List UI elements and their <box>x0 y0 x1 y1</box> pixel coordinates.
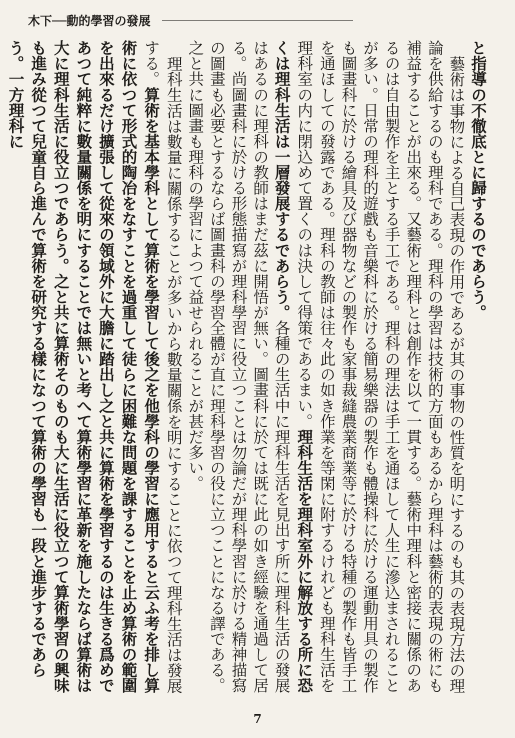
body-text: 理科生活は數量に關係することが多いから數量關係を明にすることに依つて理科生活は發展する。 <box>142 40 183 694</box>
page-number: 7 <box>253 712 262 726</box>
emphasized-text: 算術を基本學科として算術を學習して後之を他學科の學習に應用すると云ふ考を排し算術に依つて形式的陶冶をなすことを過重して徒らに困難な問題を課することを止め算術の範圍を出來るだけ擴張して從來の領域外に大膽に踏出し之と共に算術を學習するのは生きる爲めであつて純粹に數量關係を明にすることでは無いと考へて算術學習に革新を施したならば算術は大に理科生活に役立つであらう。 <box>51 40 162 694</box>
body-text: 藝術は事物による自己表現の作用であるが其の事物の性質を明にするのも其の表現方法の理論を供給するのも理科である。理科の學習は技術的方面もあるから理科は藝術的表現の術にも補益することが出來る。又藝術と理科とは創作を以て一貫する。藝術中理科と密接に關係のあるのは自由製作を主とする手工である。理科の理法は手工を通ほして人生に滲込まされることが多い。日常の理科的遊戲も音樂科に於ける簡易樂器の製作も體操科に於ける運動用具の製作も圖畫科に於ける繪具及び器物などの製作も家事裁縫農業商業等に於ける特種の製作も皆手工を通ほしての發露である。理科の教師は往々此の如き作業を等閑に附するけれども理科生活を理科室の内に閉込めて置くのは決して得策であるまい。 <box>295 40 466 694</box>
vertical-body-text <box>6 40 489 698</box>
running-header <box>28 12 487 29</box>
emphasized-text: と指導の不徹底とに歸するのであらう。 <box>469 40 488 320</box>
paragraph <box>184 40 467 698</box>
paragraph <box>4 40 184 698</box>
emphasized-text: 之と共に算術そのものも大に生活に役立つて算術學習の興味も進み從つて兒童自ら進んで算術を研究する樣になつて算術の學習も一段と進步するであらう。 <box>6 40 71 694</box>
emphasized-text: 一方理科に <box>6 71 26 149</box>
paragraph <box>466 40 489 698</box>
body-text: 各種の生活中に理科生活を見出す所に理科生活の發展はあるのに理科の教師はまだ茲に開悟が無い。圖畫科に於ては既に此の如き經驗を通過して居る。尚圖畫科に於ける形態描寫が理科學習に役立つことは勿論だが理科學習に於ける精神描寫の圖畫も必要とするならば圖畫科の學習全體が直に理科學習の役に立つことになる譯である。之と共に圖畫も理科の學習によつて益せられることが甚だ多い。 <box>186 40 291 694</box>
emphasized-text: 理科生活を理科室外に解放する所に恐くは理科生活は一層發展するであらう。 <box>272 40 315 694</box>
header-right-label: 木下──動的學習の發展 <box>28 14 151 28</box>
header-rule <box>162 20 352 21</box>
